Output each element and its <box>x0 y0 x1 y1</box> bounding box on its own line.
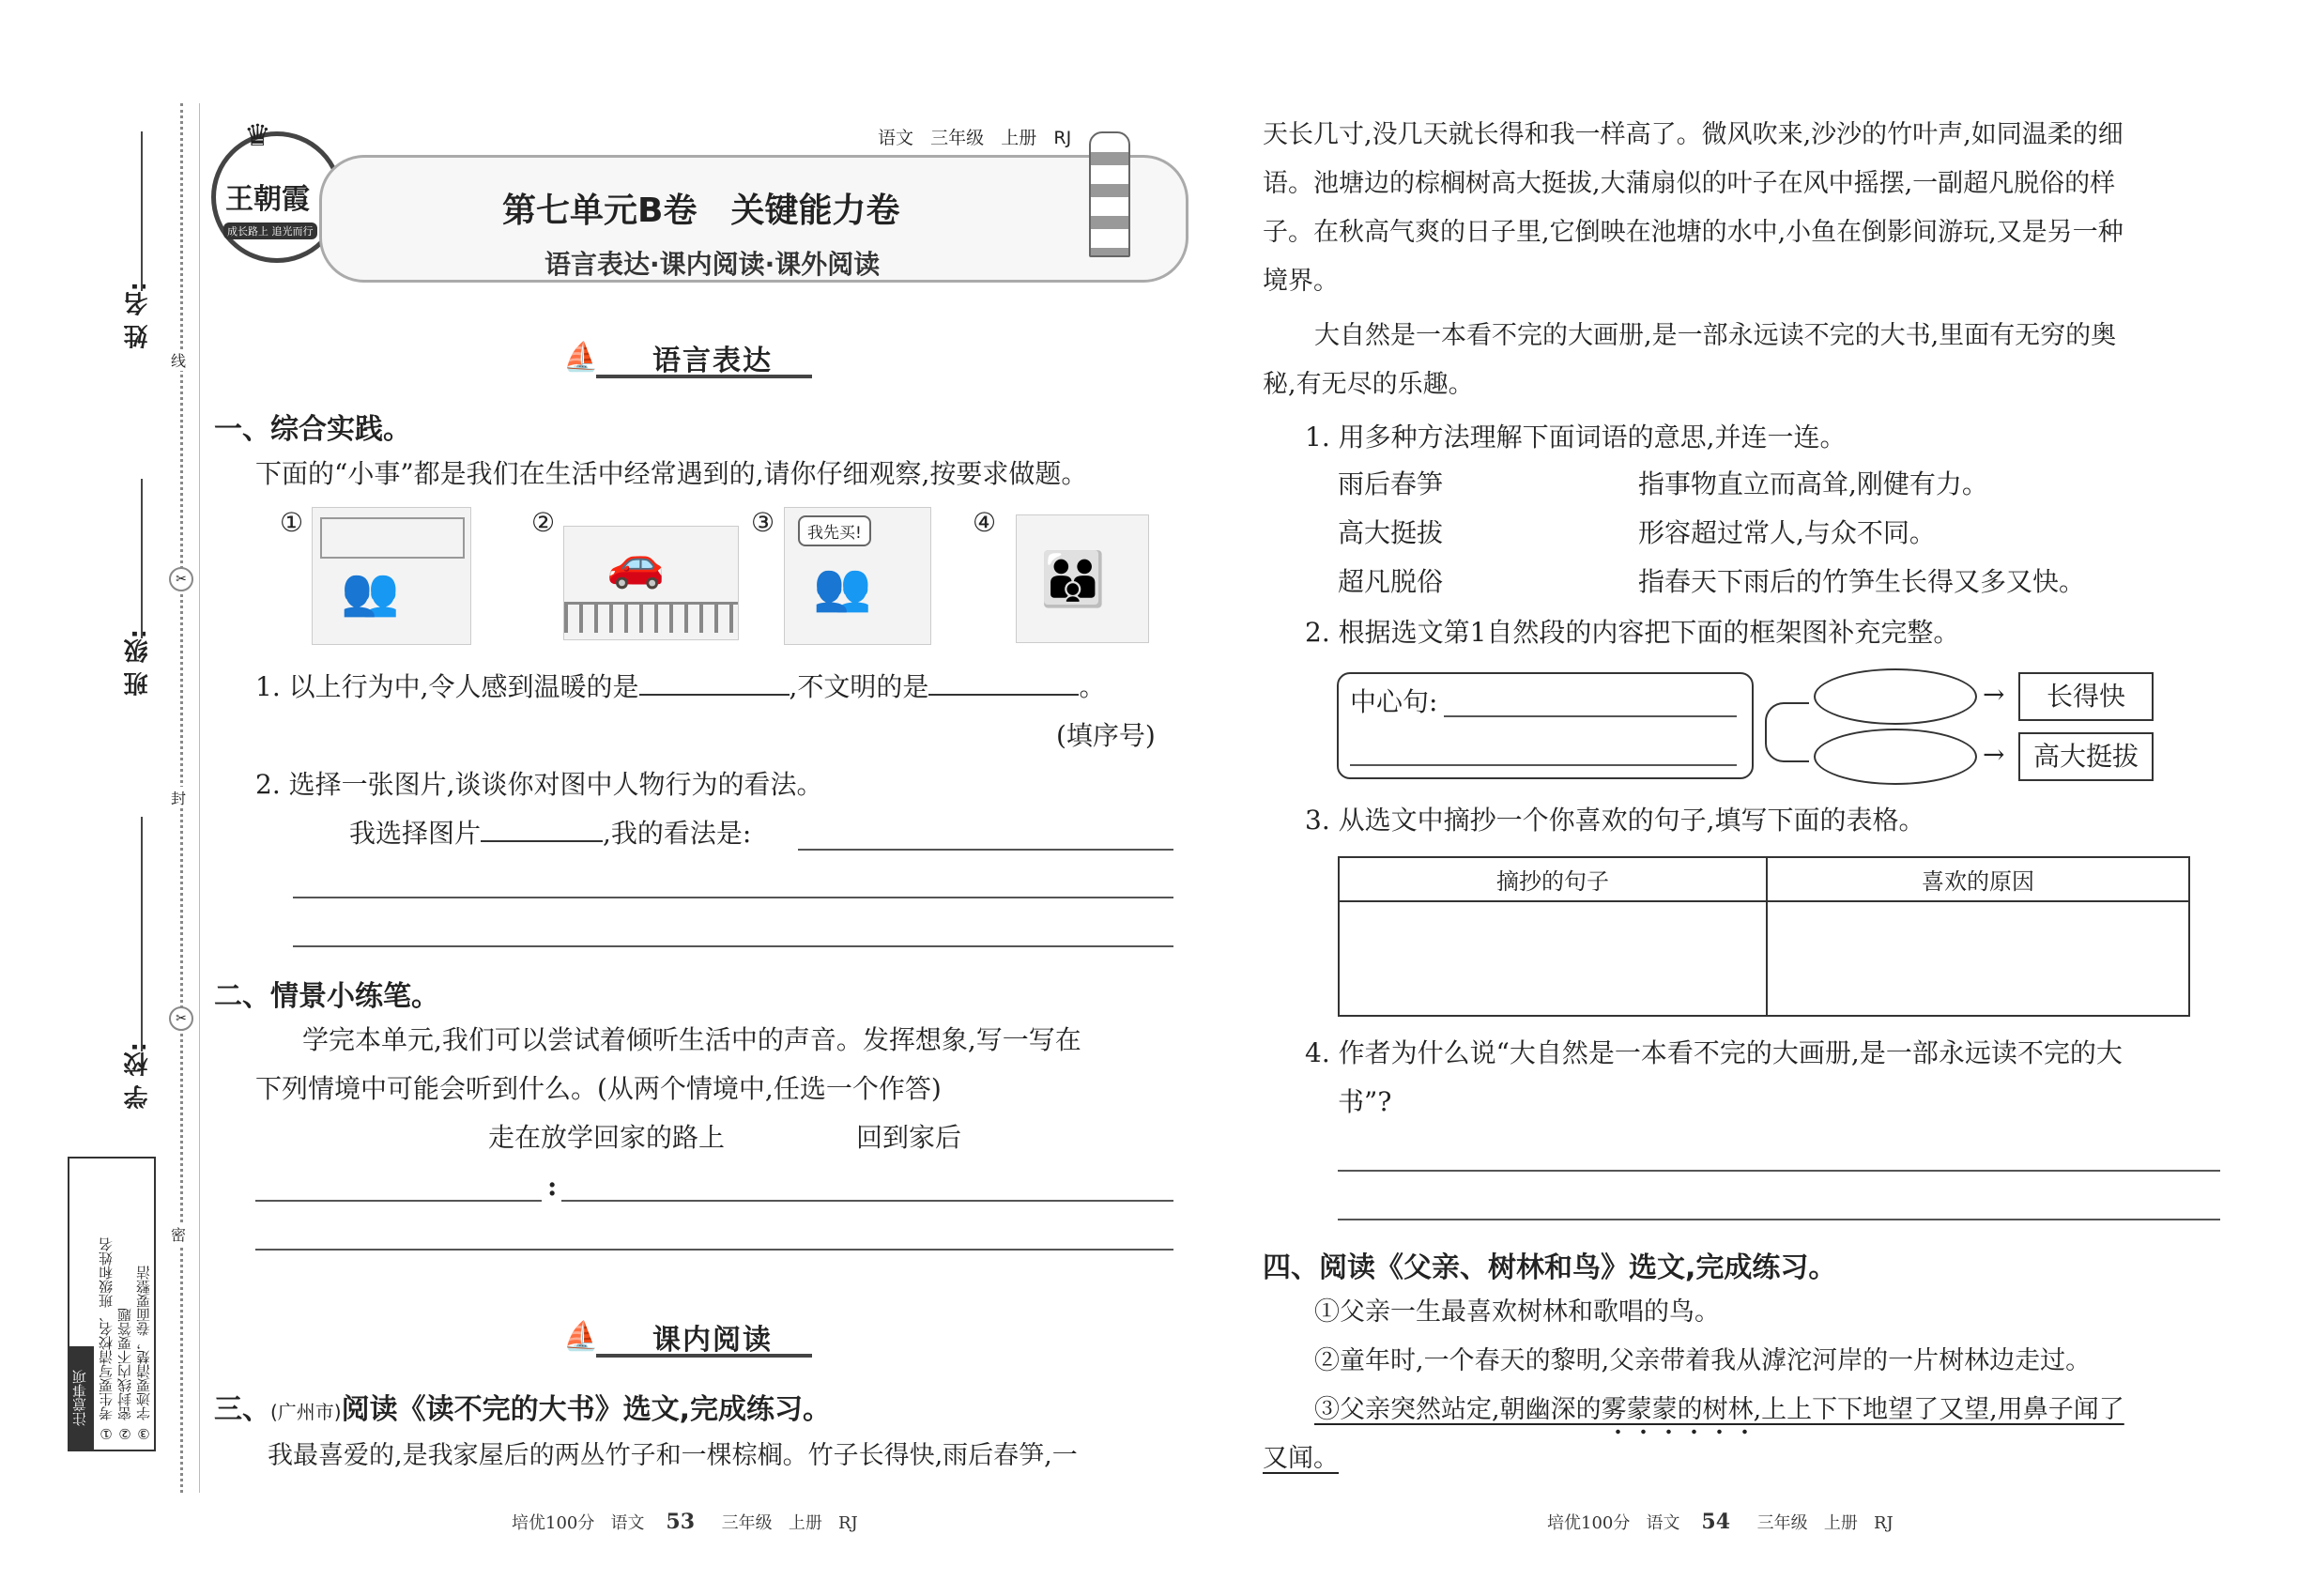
q3-number: 三、 <box>214 1393 270 1426</box>
passage-line: 子。在秋高气爽的日子里,它倒映在池塘的水中,小鱼在倒影间游玩,又是另一种 <box>1263 218 2124 247</box>
page-subtitle: 语言表达·课内阅读·课外阅读 <box>544 249 881 280</box>
meta-subject: 语文 <box>878 128 914 148</box>
passage-line: 秘,有无尽的乐趣。 <box>1263 370 1474 399</box>
notice-item: ① 考生要写清校名、班级和姓名 <box>98 1237 115 1442</box>
reading-question-1: 1. 用多种方法理解下面词语的意思,并连一连。 <box>1305 422 1847 453</box>
question-2-title: 二、情景小练笔。 <box>214 980 439 1013</box>
scenario-option-2: 回到家后 <box>856 1122 962 1153</box>
brand-name: 王朝霞 <box>225 183 310 216</box>
railing <box>564 602 738 633</box>
meta-edition: RJ <box>1053 128 1072 148</box>
central-sentence-blank-1[interactable] <box>1444 715 1737 717</box>
opinion-line-1[interactable] <box>798 849 1173 851</box>
passage-line: 大自然是一本看不完的大画册,是一部永远读不完的大书,里面有无穷的奥 <box>1314 321 2117 350</box>
word-item[interactable]: 超凡脱俗 <box>1338 566 1444 597</box>
name-label: 姓 名: <box>124 282 152 349</box>
school-field[interactable] <box>141 817 143 1051</box>
bus-window <box>320 517 465 559</box>
notice-title: 注意事项 <box>69 1346 94 1450</box>
word-item[interactable]: 高大挺拔 <box>1338 517 1444 548</box>
warm-answer-blank[interactable] <box>639 669 790 696</box>
frame-ellipse-2[interactable] <box>1814 729 1977 785</box>
picture-2-car <box>563 526 739 640</box>
heading-underline <box>596 375 812 378</box>
people-icon: 👥 <box>813 560 872 614</box>
q1-1-text-c: 。 <box>1079 671 1106 702</box>
footer-edition: RJ <box>1874 1513 1894 1533</box>
fill-number-note: (填序号) <box>1056 720 1156 751</box>
picture-choice-blank[interactable] <box>481 816 603 842</box>
arrow-icon: → <box>1983 679 2005 710</box>
question-4-title: 四、阅读《父亲、树林和鸟》选文,完成练习。 <box>1263 1251 1837 1284</box>
footer-volume: 上册 <box>788 1513 822 1533</box>
frame-label-tall: 高大挺拔 <box>2018 732 2154 781</box>
left-footer <box>512 1510 858 1534</box>
brace-connector <box>1765 702 1809 762</box>
question-1-intro: 下面的“小事”都是我们在生活中经常遇到的,请你仔细观察,按要求做题。 <box>255 458 1088 489</box>
choose-picture-text: 我选择图片 <box>349 818 482 849</box>
school-label: 学 校: <box>124 1042 152 1110</box>
word-item[interactable]: 雨后春笋 <box>1338 468 1444 499</box>
brand-tagline: 成长路上 追光而行 <box>223 223 317 239</box>
reading-question-4: 4. 作者为什么说“大自然是一本看不完的大画册,是一部永远读不完的大 <box>1305 1037 2123 1068</box>
footer-subject: 语文 <box>610 1513 645 1533</box>
emphasis-dots <box>1605 1429 1765 1435</box>
footer-subject: 语文 <box>1646 1513 1680 1533</box>
people-icon: 👪 <box>1040 549 1106 610</box>
page-number: 54 <box>1701 1510 1731 1534</box>
scenario-answer-line-2[interactable] <box>255 1249 1173 1251</box>
section-heading-1 <box>563 333 826 380</box>
q1-1-text-a: 1. 以上行为中,令人感到温暖的是 <box>255 671 639 702</box>
picture-choice-row <box>349 815 751 852</box>
central-sentence-label: 中心句: <box>1350 686 1438 717</box>
q4-answer-line-2[interactable] <box>1338 1219 2220 1220</box>
sentence-table <box>1338 856 2190 1017</box>
picture-number-1: ① <box>280 507 304 538</box>
speech-bubble: 我先买! <box>798 515 871 546</box>
right-footer <box>1547 1510 1894 1534</box>
reading-question-3: 3. 从选文中摘抄一个你喜欢的句子,填写下面的表格。 <box>1305 805 1925 836</box>
passage-line: 天长几寸,没几天就长得和我一样高了。微风吹来,沙沙的竹叶声,如同温柔的细 <box>1263 120 2124 149</box>
section4-paragraph: ③父亲突然站定,朝幽深的雾蒙蒙的树林,上上下下地望了又望,用鼻子闻了 <box>1314 1395 2124 1424</box>
question-1-1 <box>255 668 1105 706</box>
name-field[interactable] <box>141 131 143 291</box>
cut-mark-mi: 密 <box>171 1223 186 1245</box>
section4-paragraph: ②童年时,一个春天的黎明,父亲带着我从滹沱河岸的一片树林边走过。 <box>1314 1346 2092 1375</box>
passage-line: 语。池塘边的棕榈树高大挺拔,大蒲扇似的叶子在风中摇摆,一副超凡脱俗的样 <box>1263 169 2116 198</box>
cut-mark-xian: 线 <box>171 349 186 371</box>
page-title: 第七单元B卷 关键能力卷 <box>502 192 900 230</box>
picture-number-3: ③ <box>751 507 775 538</box>
footer-grade: 三年级 <box>1756 1513 1808 1533</box>
footer-prefix: 培优100分 <box>1547 1513 1631 1533</box>
section4-paragraph-cont: 又闻。 <box>1263 1444 1339 1473</box>
picture-4-people <box>1016 514 1149 643</box>
lighthouse-icon <box>1089 131 1130 257</box>
reason-cell[interactable] <box>1767 901 2189 1016</box>
footer-edition: RJ <box>838 1513 858 1533</box>
footer-grade: 三年级 <box>721 1513 773 1533</box>
opinion-text: ,我的看法是: <box>603 818 752 849</box>
cut-mark-feng: 封 <box>171 787 186 808</box>
question-1-title: 一、综合实践。 <box>214 413 411 446</box>
people-icon: 👥 <box>341 564 400 619</box>
scenario-option-1: 走在放学回家的路上 <box>488 1122 726 1153</box>
notice-box <box>68 1157 156 1451</box>
section-heading-2 <box>563 1312 826 1359</box>
question-2-text-1: 学完本单元,我们可以尝试着倾听生活中的声音。发挥想象,写一写在 <box>302 1024 1081 1055</box>
meta-grade: 三年级 <box>930 128 985 148</box>
picture-3-queue <box>784 507 931 645</box>
table-header-sentence: 摘抄的句子 <box>1339 857 1767 901</box>
section-title: 课内阅读 <box>652 1324 773 1357</box>
passage-first-line: 我最喜爱的,是我家屋后的两丛竹子和一棵棕榈。竹子长得快,雨后春笋,一 <box>268 1441 1078 1470</box>
sailboat-icon: ⛵ <box>563 1320 599 1353</box>
footer-volume: 上册 <box>1823 1513 1858 1533</box>
sentence-cell[interactable] <box>1339 901 1767 1016</box>
section4-paragraph: ①父亲一生最喜欢树林和歌唱的鸟。 <box>1314 1297 1720 1327</box>
central-sentence-box <box>1337 672 1754 779</box>
meaning-item[interactable]: 指春天下雨后的竹笋生长得又多又快。 <box>1638 566 2086 597</box>
scenario-answer-line-1[interactable] <box>561 1200 1173 1202</box>
reading-question-4-cont: 书”? <box>1338 1086 1392 1117</box>
uncivil-answer-blank[interactable] <box>928 669 1079 696</box>
section-title: 语言表达 <box>652 345 773 377</box>
central-sentence-blank-2[interactable] <box>1350 764 1737 766</box>
question-2-text-2: 下列情境中可能会听到什么。(从两个情境中,任选一个作答) <box>255 1073 942 1104</box>
class-field[interactable] <box>141 479 143 638</box>
picture-1-bus <box>312 507 471 645</box>
footer-prefix: 培优100分 <box>512 1513 595 1533</box>
meta-volume: 上册 <box>1001 128 1037 148</box>
question-3-title <box>214 1386 831 1427</box>
sailboat-icon: ⛵ <box>563 341 599 374</box>
arrow-icon: → <box>1983 739 2005 770</box>
class-label: 班 级: <box>124 629 152 697</box>
q3-title-text: 阅读《读不完的大书》选文,完成练习。 <box>341 1393 832 1426</box>
passage-line: 境界。 <box>1263 267 1339 296</box>
meaning-item[interactable]: 指事物直立而高耸,刚健有力。 <box>1638 468 1988 499</box>
opinion-line-2[interactable] <box>293 897 1173 898</box>
q1-1-text-b: ,不文明的是 <box>789 671 929 702</box>
frame-label-grow-fast: 长得快 <box>2018 672 2154 721</box>
reading-question-2: 2. 根据选文第1自然段的内容把下面的框架图补充完整。 <box>1305 617 1960 648</box>
picture-number-4: ④ <box>973 507 997 538</box>
scenario-choice-line[interactable] <box>255 1200 542 1202</box>
table-header-reason: 喜欢的原因 <box>1767 857 2189 901</box>
frame-ellipse-1[interactable] <box>1814 668 1977 725</box>
notice-item: ③ 字迹要清楚，卷面要整洁 <box>135 1266 152 1442</box>
meaning-item[interactable]: 形容超过常人,与众不同。 <box>1638 517 1936 548</box>
question-1-2: 2. 选择一张图片,谈谈你对图中人物行为的看法。 <box>255 769 823 800</box>
scissors-icon: ✂ <box>169 567 193 591</box>
heading-underline <box>596 1354 812 1358</box>
picture-number-2: ② <box>531 507 556 538</box>
scenario-colon: : <box>547 1171 558 1202</box>
car-icon: 🚗 <box>606 536 666 591</box>
crown-icon: ♛ <box>244 117 271 153</box>
opinion-line-3[interactable] <box>293 945 1173 947</box>
scissors-icon: ✂ <box>169 1006 193 1031</box>
q4-answer-line-1[interactable] <box>1338 1170 2220 1172</box>
sidebar-vertical-rule <box>199 103 200 1493</box>
q3-city-tag: (广州市) <box>270 1401 342 1423</box>
notice-item: ② 密封线内不要答题 <box>116 1308 133 1442</box>
page-number: 53 <box>666 1510 696 1534</box>
header-meta <box>878 124 1071 149</box>
